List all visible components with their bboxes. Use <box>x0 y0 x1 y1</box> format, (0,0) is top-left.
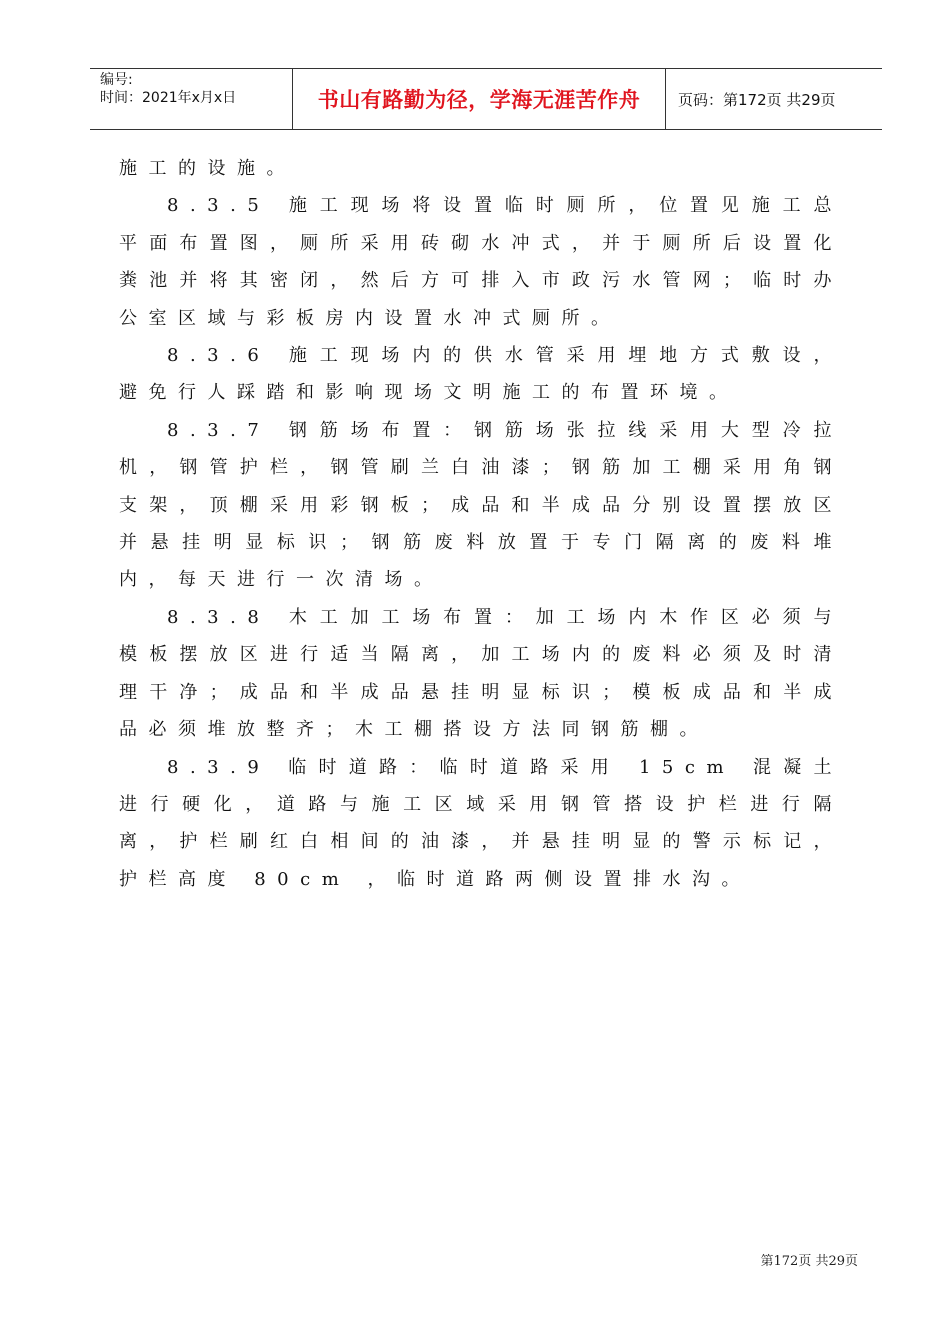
paragraph: 8.3.7 钢筋场布置：钢筋场张拉线采用大型冷拉机，钢管护栏，钢管刷兰白油漆；钢筋加工棚采用角钢支架，顶棚采用彩钢板；成品和半成品分别设置摆放区并悬挂明显标识；钢筋废料放置于专门隔离的废料堆内，每天进行一次清场。 <box>119 419 843 591</box>
paragraph: 8.3.5 施工现场将设置临时厕所，位置见施工总平面布置图，厕所采用砖砌水冲式，并于厕所后设置化粪池并将其密闭，然后方可排入市政污水管网；临时办公室区域与彩板房内设置水冲式厕所。 <box>119 195 843 329</box>
paragraph: 8.3.8 木工加工场布置：加工场内木作区必须与模板摆放区进行适当隔离，加工场内的废料必须及时清理干净；成品和半成品悬挂明显标识；模板成品和半成品必须堆放整齐；木工棚搭设方法同钢筋棚。 <box>119 606 843 741</box>
paragraph: 8.3.6 施工现场内的供水管采用埋地方式敷设，避免行人踩踏和影响现场文明施工的布置环境。 <box>119 345 843 404</box>
page-info-text: 页码：第172页 共29页 <box>678 90 836 109</box>
document-time: 时间：2021年x月x日 <box>100 90 237 106</box>
document-number-label: 编号: <box>100 72 133 88</box>
page-footer <box>761 1250 859 1269</box>
motto-text: 书山有路勤为径，学海无涯苦作舟 <box>317 88 641 112</box>
header-meta <box>90 69 293 129</box>
page-header <box>90 68 882 130</box>
paragraph: 施工的设施。 <box>119 158 296 179</box>
header-page-info <box>666 69 882 129</box>
footer-page-number: 第172页 共29页 <box>760 1254 858 1269</box>
header-motto <box>293 69 666 129</box>
paragraph: 8.3.9 临时道路：临时道路采用 15cm 混凝土进行硬化，道路与施工区域采用钢管搭设护栏进行隔离，护栏刷红白相间的油漆，并悬挂明显的警示标记，护栏高度 80cm ，临时道路两侧设置排水沟。 <box>119 756 843 890</box>
document-body <box>119 150 843 898</box>
